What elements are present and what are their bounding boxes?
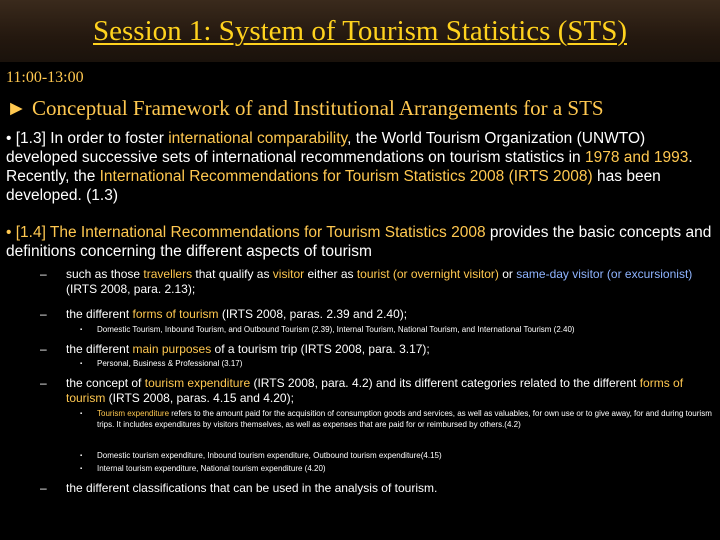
paragraph-1-3: • [1.3] In order to foster international comparability, the World Tourism Organization (UNWTO) developed successive sets of international recommendations on tourism statistics in 1978 and 1993. Recently, the International Recommendations for Tourism Statistics 2008 (IRTS 2008) has been developed. (1.3): [6, 130, 693, 204]
title-bar: [0, 0, 720, 62]
dash-bullet: –: [40, 342, 47, 356]
paragraph-1-4: • [1.4] The International Recommendations for Tourism Statistics 2008 provides the basic concepts and definitions concerning the different aspects of tourism: [6, 224, 712, 260]
session-time: 11:00-13:00: [6, 69, 84, 86]
list-item-forms-of-tourism: the different forms of tourism (IRTS 2008, paras. 2.39 and 2.40);: [66, 307, 408, 321]
sub-item-expenditure-internal: Internal tourism expenditure, National tourism expenditure (4.20): [97, 464, 326, 473]
subheading: [6, 95, 604, 121]
square-bullet: ▪: [80, 453, 83, 459]
square-bullet: ▪: [80, 411, 83, 417]
dash-bullet: –: [40, 307, 47, 321]
subheading-text: Conceptual Framework of and Institutional Arrangements for a STS: [32, 96, 604, 120]
list-item-main-purposes: the different main purposes of a tourism trip (IRTS 2008, para. 3.17);: [66, 342, 430, 356]
slide-title: Session 1: System of Tourism Statistics (STS): [93, 15, 627, 47]
triangle-bullet-icon: ►: [6, 96, 27, 120]
square-bullet: ▪: [80, 361, 83, 367]
sub-item-purposes: Personal, Business & Professional (3.17): [97, 359, 243, 368]
sub-item-expenditure-definition: Tourism expenditure refers to the amount paid for the acquisition of consumption goods and services, as well as valuables, for own use or to give away, for and during tourism trips. It includes expenditures by visitors themselves, as well as expenses that are paid for or reimbursed by others.(4.2): [97, 409, 712, 429]
sub-item-forms: Domestic Tourism, Inbound Tourism, and Outbound Tourism (2.39), Internal Tourism, National Tourism, and International Tourism (2.40): [97, 325, 575, 334]
list-item-classifications: the different classifications that can be used in the analysis of tourism.: [66, 481, 438, 495]
dash-bullet: –: [40, 376, 47, 390]
dash-bullet: –: [40, 481, 47, 495]
sub-item-expenditure-forms: Domestic tourism expenditure, Inbound tourism expenditure, Outbound tourism expenditure(4.15): [97, 451, 442, 460]
list-item-visitor: such as those travellers that qualify as visitor either as tourist (or overnight visitor) or same-day visitor (or excursionist) (IRTS 2008, para. 2.13);: [66, 267, 693, 296]
list-item-tourism-expenditure: the concept of tourism expenditure (IRTS 2008, para. 4.2) and its different categories related to the different forms of tourism (IRTS 2008, paras. 4.15 and 4.20);: [66, 376, 684, 405]
dash-bullet: –: [40, 267, 47, 281]
square-bullet: ▪: [80, 466, 83, 472]
square-bullet: ▪: [80, 327, 83, 333]
